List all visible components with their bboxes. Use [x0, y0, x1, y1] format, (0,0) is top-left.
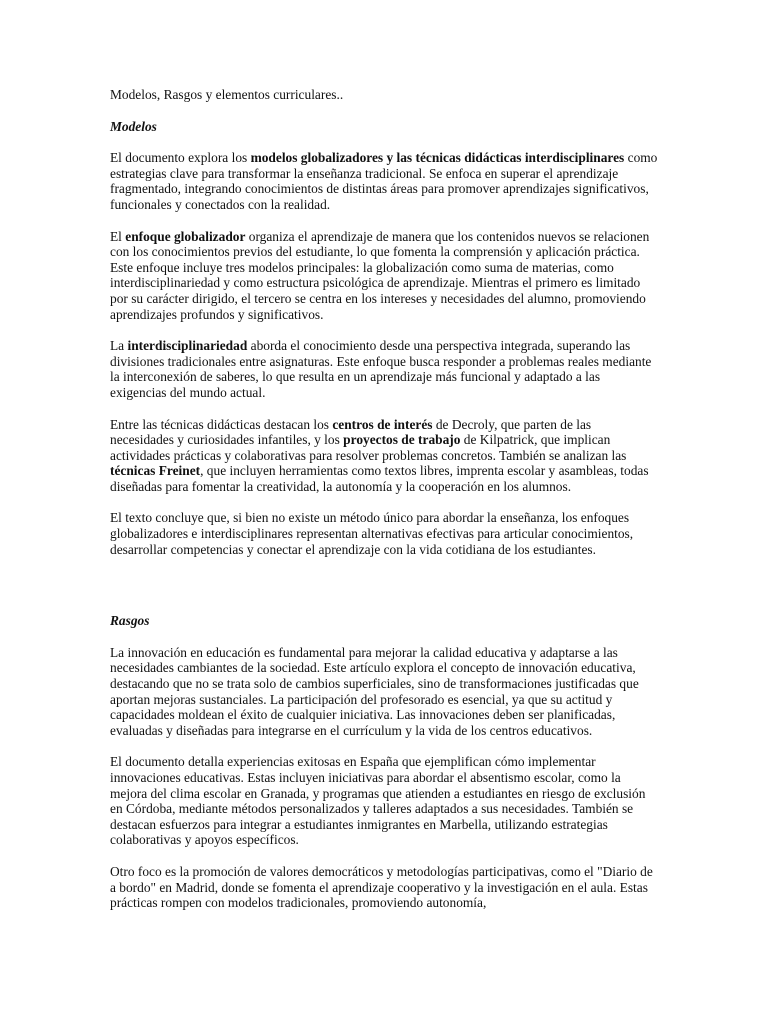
bold-term: técnicas Freinet — [110, 463, 201, 479]
text-run: , que incluyen herramientas como textos libres, imprenta escolar y asambleas, todas diseñadas para fomentar la creatividad, la autonomía y la cooperación en los alumnos. — [110, 463, 649, 494]
section-rasgos — [110, 613, 658, 911]
paragraph — [110, 864, 658, 911]
bold-term: centros de interés — [332, 416, 433, 432]
bold-term: proyectos de trabajo — [343, 432, 461, 448]
text-run: de Decroly, que parten de las necesidades y curiosidades infantiles, y los — [110, 416, 592, 448]
text-run: El documento explora los — [110, 150, 251, 166]
text-run: Entre las técnicas didácticas destacan los — [110, 416, 333, 432]
bold-term: interdisciplinariedad — [127, 338, 248, 354]
text-run: de Kilpatrick, que implican actividades prácticas y colaborativas para resolver problemas concretos. También se analizan las — [110, 432, 627, 463]
section-spacer — [110, 573, 658, 613]
text-run: como estrategias clave para transformar la enseñanza tradicional. Se enfoca en superar el aprendizaje fragmentado, integrando conocimientos de distintas áreas para promover aprendizajes significativos, funcionales y conectados con la realidad. — [110, 150, 658, 212]
text-run: El — [110, 228, 126, 244]
document-page — [110, 87, 658, 927]
section-heading: Rasgos — [110, 613, 150, 629]
section-heading: Modelos — [110, 118, 157, 134]
paragraph — [110, 338, 658, 400]
section-modelos — [110, 119, 658, 558]
text-run: organiza el aprendizaje de manera que los contenidos nuevos se relacionen con los conocimientos previos del estudiante, lo que fomenta la comprensión y aplicación práctica. Este enfoque incluye tres modelos principales: la globalización como suma de materias, como interdisciplinariedad y como estructura psicológica de aprendizaje. Mientras el primero es limitado por su carácter dirigido, el tercero se centra en los intereses y necesidades del alumno, promoviendo aprendizajes profundos y significativos. — [110, 228, 650, 322]
text-run: aborda el conocimiento desde una perspectiva integrada, superando las divisiones tradicionales entre asignaturas. Este enfoque busca responder a problemas reales mediante la interconexión de saberes, lo que resulta en un aprendizaje más funcional y adaptado a las exigencias del mundo actual. — [110, 338, 652, 400]
paragraph — [110, 150, 658, 212]
text-run: La innovación en educación es fundamental para mejorar la calidad educativa y adaptarse a las necesidades cambiantes de la sociedad. Este artículo explora el concepto de innovación educativa, destacando que no se trata solo de cambios superficiales, sino de transformaciones justificadas que aportan mejoras sustanciales. La participación del profesorado es esencial, ya que su actitud y capacidades moldean el éxito de cualquier iniciativa. Las innovaciones deben ser planificadas, evaluadas y diseñadas para integrarse en el currículum y la vida de los centros educativos. — [110, 644, 639, 738]
bold-term: enfoque globalizador — [125, 228, 246, 244]
text-run: El documento detalla experiencias exitosas en España que ejemplifican cómo implementar innovaciones educativas. Estas incluyen iniciativas para abordar el absentismo escolar, como la mejora del clima escolar en Granada, y programas que atienden a estudiantes en riesgo de exclusión en Córdoba, mediante métodos personalizados y talleres adaptados a sus necesidades. También se destacan esfuerzos para integrar a estudiantes inmigrantes en Marbella, utilizando estrategias colaborativas y apoyos específicos. — [110, 754, 646, 848]
paragraph — [110, 417, 658, 495]
text-run: Otro foco es la promoción de valores democráticos y metodologías participativas, como el "Diario de a bordo" en Madrid, donde se fomenta el aprendizaje cooperativo y la investigación en el aula. Estas prácticas rompen con modelos tradicionales, promoviendo autonomía, — [110, 863, 653, 911]
paragraph — [110, 754, 658, 848]
text-run: El texto concluye que, si bien no existe un método único para abordar la enseñanza, los enfoques globalizadores e interdisciplinares representan alternativas efectivas para articular conocimientos, desarrollar competencias y conectar el aprendizaje con la vida cotidiana de los estudiantes. — [110, 510, 634, 557]
paragraph — [110, 510, 658, 557]
bold-term: modelos globalizadores y las técnicas didácticas interdisciplinares — [250, 150, 625, 166]
paragraph — [110, 229, 658, 323]
document-title: Modelos, Rasgos y elementos curriculares.. — [110, 87, 344, 102]
text-run: La — [110, 338, 128, 354]
paragraph — [110, 645, 658, 739]
